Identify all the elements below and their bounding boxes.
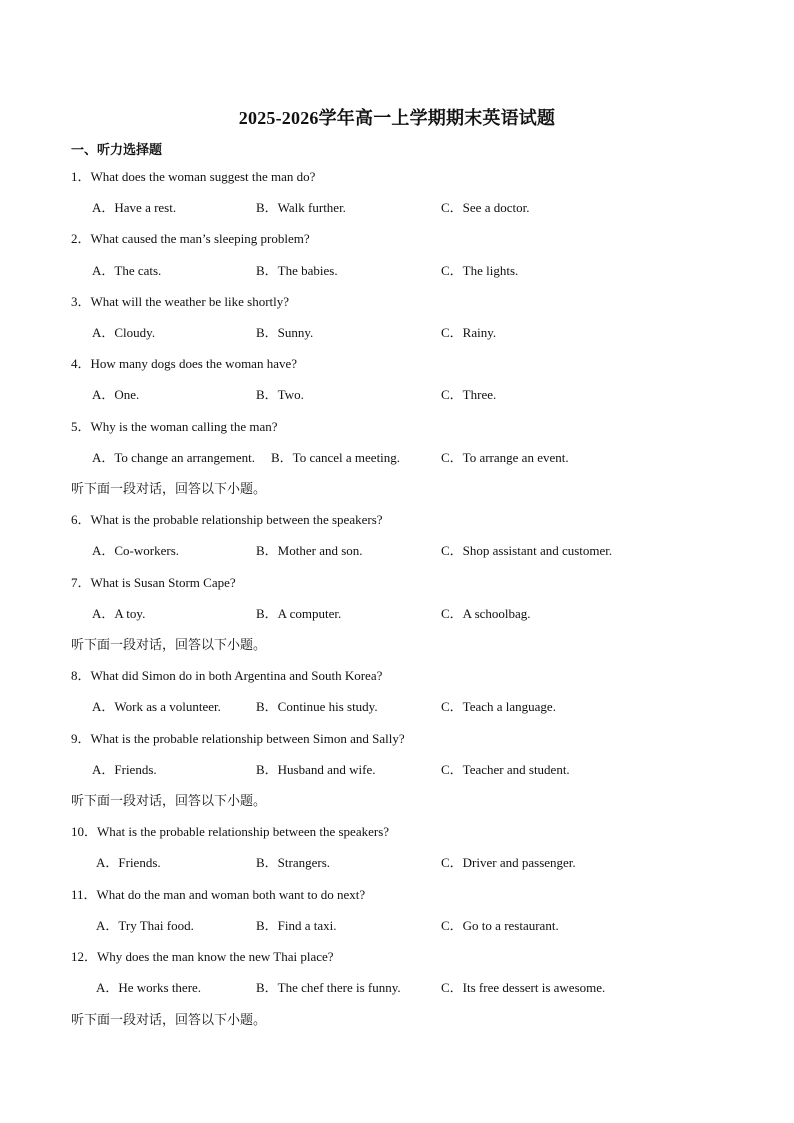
question-12: 12．Why does the man know the new Thai place? xyxy=(71,949,334,964)
option-10c: C．Driver and passenger. xyxy=(441,855,576,870)
option-12a: A．He works there. xyxy=(96,980,202,995)
question-9: 9．What is the probable relationship between Simon and Sally? xyxy=(71,731,405,746)
option-4c: C．Three. xyxy=(441,387,497,402)
question-1: 1．What does the woman suggest the man do? xyxy=(71,169,316,184)
option-2a: A．The cats. xyxy=(92,263,162,278)
question-11: 11．What do the man and woman both want to do next? xyxy=(71,887,366,902)
option-2b: B．The babies. xyxy=(256,263,338,278)
option-1a: A．Have a rest. xyxy=(92,200,177,215)
option-12c: C．Its free dessert is awesome. xyxy=(441,980,606,995)
option-9b: B．Husband and wife. xyxy=(256,762,376,777)
page-title: 2025-2026学年高一上学期期末英语试题 xyxy=(238,108,556,128)
option-10a: A．Friends. xyxy=(96,855,161,870)
option-1c: C．See a doctor. xyxy=(441,200,530,215)
instruction-2: 听下面一段对话，回答以下小题。 xyxy=(71,637,267,652)
option-10b: B．Strangers. xyxy=(256,855,331,870)
option-3c: C．Rainy. xyxy=(441,325,497,340)
option-6b: B．Mother and son. xyxy=(256,543,363,558)
question-2: 2．What caused the man’s sleeping problem? xyxy=(71,231,310,246)
option-9c: C．Teacher and student. xyxy=(441,762,570,777)
instruction-1: 听下面一段对话，回答以下小题。 xyxy=(71,481,267,496)
question-3: 3．What will the weather be like shortly? xyxy=(71,294,290,309)
option-4a: A．One. xyxy=(92,387,140,402)
option-7b: B．A computer. xyxy=(256,606,342,621)
instruction-4: 听下面一段对话，回答以下小题。 xyxy=(71,1012,267,1027)
option-11a: A．Try Thai food. xyxy=(96,918,194,933)
option-3b: B．Sunny. xyxy=(256,325,314,340)
option-2c: C．The lights. xyxy=(441,263,519,278)
option-11c: C．Go to a restaurant. xyxy=(441,918,559,933)
option-6a: A．Co-workers. xyxy=(92,543,180,558)
instruction-3: 听下面一段对话，回答以下小题。 xyxy=(71,793,267,808)
question-5: 5．Why is the woman calling the man? xyxy=(71,419,278,434)
option-7c: C．A schoolbag. xyxy=(441,606,531,621)
question-8: 8．What did Simon do in both Argentina and South Korea? xyxy=(71,668,383,683)
option-5b: B．To cancel a meeting. xyxy=(271,450,401,465)
option-9a: A．Friends. xyxy=(92,762,157,777)
question-4: 4．How many dogs does the woman have? xyxy=(71,356,298,371)
section-heading: 一、听力选择题 xyxy=(71,142,163,157)
option-12b: B．The chef there is funny. xyxy=(256,980,401,995)
question-6: 6．What is the probable relationship between the speakers? xyxy=(71,512,383,527)
option-8b: B．Continue his study. xyxy=(256,699,378,714)
option-1b: B．Walk further. xyxy=(256,200,346,215)
option-11b: B．Find a taxi. xyxy=(256,918,337,933)
option-6c: C．Shop assistant and customer. xyxy=(441,543,613,558)
option-4b: B．Two. xyxy=(256,387,304,402)
question-7: 7．What is Susan Storm Cape? xyxy=(71,575,236,590)
option-3a: A．Cloudy. xyxy=(92,325,156,340)
option-8a: A．Work as a volunteer. xyxy=(92,699,221,714)
option-5a: A．To change an arrangement. xyxy=(92,450,255,465)
question-10: 10．What is the probable relationship between the speakers? xyxy=(71,824,390,839)
option-8c: C．Teach a language. xyxy=(441,699,556,714)
option-7a: A．A toy. xyxy=(92,606,146,621)
option-5c: C．To arrange an event. xyxy=(441,450,569,465)
